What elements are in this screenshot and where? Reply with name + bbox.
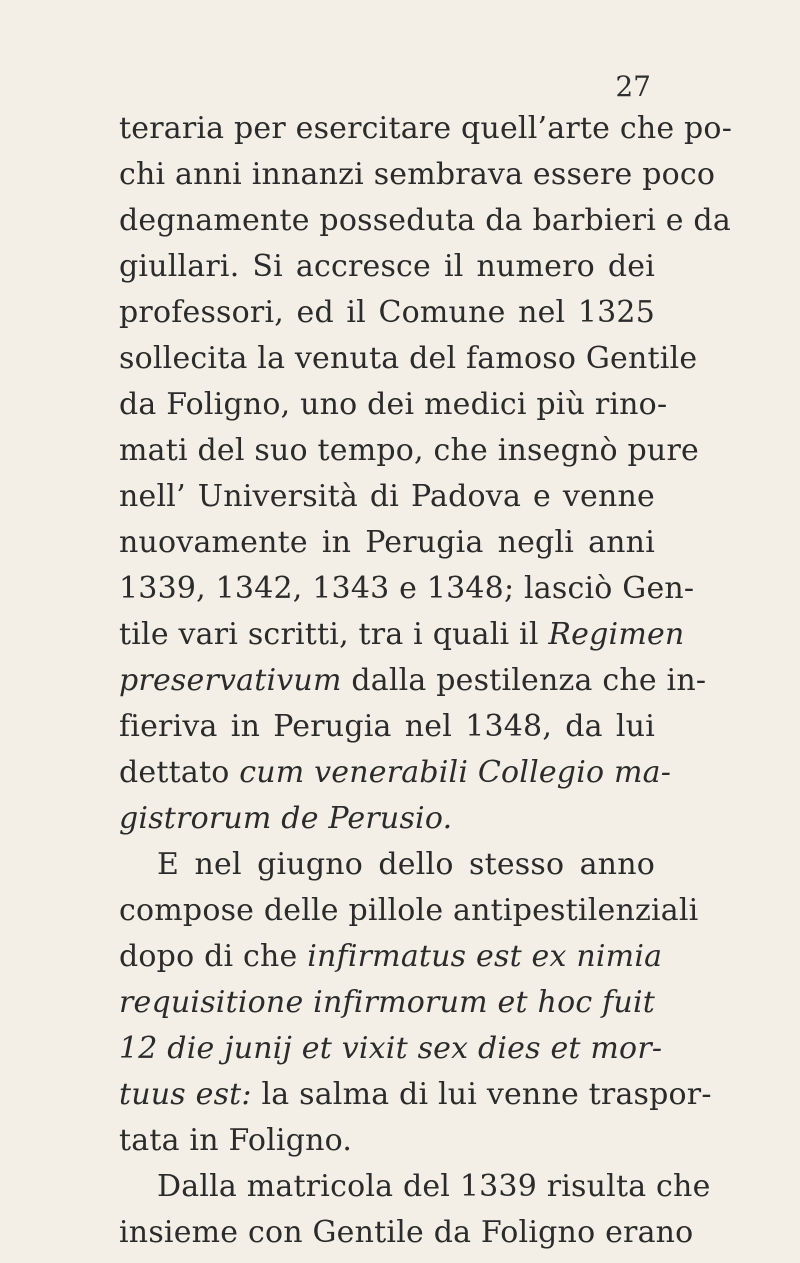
text-line xyxy=(119,290,655,336)
text-line xyxy=(119,796,655,842)
page-number: 27 xyxy=(615,70,651,103)
text-run: fieriva in Perugia nel 1348, da lui xyxy=(119,709,655,744)
italic-run: requisitione infirmorum et hoc fuit xyxy=(119,985,655,1020)
text-run: tile vari scritti, tra i quali il xyxy=(119,617,549,652)
text-line xyxy=(119,980,655,1026)
text-line xyxy=(119,658,707,704)
text-run: dettato xyxy=(119,755,240,790)
text-line xyxy=(119,888,699,934)
italic-run: preservativum xyxy=(119,663,342,698)
text-run: E nel giugno dello stesso anno xyxy=(157,847,655,882)
italic-run: 12 die junij et vixit sex dies et mor- xyxy=(119,1031,663,1066)
italic-run: gistrorum de Perusio. xyxy=(119,801,453,836)
italic-run: cum venerabili Collegio ma- xyxy=(239,755,672,790)
text-run: giullari. Si accresce il numero dei xyxy=(119,249,655,284)
text-run: 1339, 1342, 1343 e 1348; lasciò Gen- xyxy=(119,571,695,606)
body-text xyxy=(119,106,733,1256)
text-line xyxy=(119,1072,712,1118)
text-run: degnamente posseduta da barbieri e da xyxy=(119,203,731,238)
text-line xyxy=(119,750,672,796)
text-line xyxy=(119,612,685,658)
text-run: nuovamente in Perugia negli anni xyxy=(119,525,655,560)
text-run: da Foligno, uno dei medici più rino- xyxy=(119,387,668,422)
text-line xyxy=(119,842,655,888)
text-line xyxy=(119,1118,655,1164)
text-line xyxy=(119,1210,694,1256)
text-run: Dalla matricola del 1339 risulta che xyxy=(157,1169,711,1204)
text-run: chi anni innanzi sembrava essere poco xyxy=(119,157,716,192)
text-line xyxy=(119,382,668,428)
text-line xyxy=(119,1026,663,1072)
text-run: dopo di che xyxy=(119,939,308,974)
text-line xyxy=(119,244,655,290)
text-line xyxy=(119,934,663,980)
text-line xyxy=(119,474,655,520)
text-line xyxy=(119,106,733,152)
italic-run: infirmatus est ex nimia xyxy=(307,939,663,974)
text-run: professori, ed il Comune nel 1325 xyxy=(119,295,655,330)
text-run: la salma di lui venne traspor- xyxy=(251,1077,712,1112)
text-line xyxy=(119,1164,711,1210)
italic-run: Regimen xyxy=(548,617,685,652)
italic-run: tuus est: xyxy=(119,1077,252,1112)
text-run: tata in Foligno. xyxy=(119,1123,353,1158)
text-line xyxy=(119,152,716,198)
text-run: mati del suo tempo, che insegnò pure xyxy=(119,433,699,468)
text-line xyxy=(119,336,698,382)
text-line xyxy=(119,520,655,566)
text-run: teraria per esercitare quell’arte che po- xyxy=(119,111,733,146)
text-line xyxy=(119,704,655,750)
text-run: dalla pestilenza che in- xyxy=(341,663,707,698)
text-run: nell’ Università di Padova e venne xyxy=(119,479,655,514)
text-line xyxy=(119,198,731,244)
text-run: sollecita la venuta del famoso Gentile xyxy=(119,341,698,376)
text-line xyxy=(119,566,695,612)
text-run: compose delle pillole antipestilenziali xyxy=(119,893,699,928)
text-line xyxy=(119,428,699,474)
text-run: insieme con Gentile da Foligno erano xyxy=(119,1215,694,1250)
